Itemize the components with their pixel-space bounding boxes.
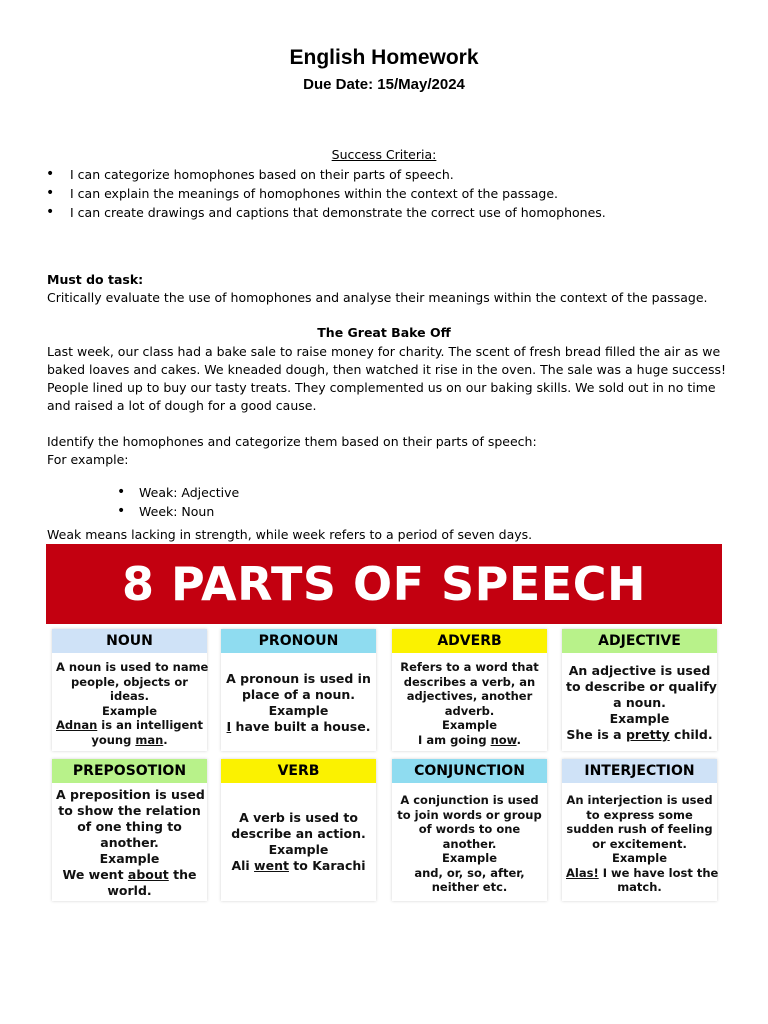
infographic-banner-title: 8 PARTS OF SPEECH — [122, 557, 646, 611]
preposition-card-line: Example — [99, 851, 160, 866]
adjective-card-line: a noun. — [613, 695, 666, 710]
preposition-card-line: A preposition is used — [56, 787, 205, 802]
adverb-card-line — [396, 733, 543, 748]
preposition-example-word: about — [127, 867, 169, 882]
verb-card-text: to Karachi — [288, 858, 366, 873]
task-text: Critically evaluate the use of homophones and analyse their meanings within the context of the passage. — [47, 290, 708, 305]
example-item: • Weak: Adjective — [117, 483, 239, 502]
adverb-card-text: I am going — [418, 732, 491, 747]
conjunction-card-line: another. — [442, 836, 497, 851]
pronoun-card-body — [221, 653, 376, 735]
noun-card-line: Example — [102, 703, 157, 718]
adjective-card-body — [562, 653, 717, 743]
passage-text — [47, 343, 726, 415]
conjunction-card-line: Example — [442, 851, 497, 865]
success-criteria-heading — [0, 147, 768, 162]
parts-of-speech-infographic — [46, 544, 722, 904]
interjection-card-line: to express some — [586, 807, 693, 822]
example-list — [117, 483, 239, 521]
preposition-card-line: another. — [100, 835, 159, 850]
adverb-card — [392, 629, 547, 751]
preposition-card-body — [52, 783, 207, 899]
adverb-card-line: Example — [442, 718, 497, 732]
adjective-card-line: Example — [609, 711, 670, 726]
passage-line: Last week, our class had a bake sale to raise money for charity. The scent of fresh bread filled the air as we — [47, 344, 721, 359]
interjection-card-line — [566, 865, 719, 881]
identify-text: Identify the homophones and categorize them based on their parts of speech: — [47, 434, 537, 449]
noun-card-line — [56, 733, 203, 748]
noun-card-text: young — [91, 732, 136, 747]
noun-card-line — [56, 718, 203, 733]
pronoun-example-word: I — [226, 719, 232, 734]
explanation-text: Weak means lacking in strength, while week refers to a period of seven days. — [47, 527, 533, 542]
task-heading: Must do task: — [47, 272, 144, 287]
conjunction-card-line: to join words or group — [397, 807, 542, 822]
adverb-card-line: describes a verb, an — [403, 674, 536, 689]
verb-card-line: describe an action. — [231, 826, 366, 841]
success-criteria-list — [46, 165, 606, 222]
verb-example-word: went — [254, 858, 289, 873]
adjective-card-line: An adjective is used — [568, 663, 711, 678]
adjective-card-title: ADJECTIVE — [562, 629, 717, 653]
interjection-card-title: INTERJECTION — [562, 759, 717, 783]
noun-example-word: man — [135, 732, 164, 747]
instructions — [47, 433, 537, 469]
adjective-card — [562, 629, 717, 751]
preposition-card-line: of one thing to — [77, 819, 182, 834]
noun-card-text: is an intelligent — [97, 718, 203, 732]
page-title: English Homework — [289, 46, 479, 69]
pronoun-card-title: PRONOUN — [221, 629, 376, 653]
preposition-card-line — [56, 867, 203, 883]
adverb-card-line: Refers to a word that — [400, 660, 539, 674]
interjection-card — [562, 759, 717, 901]
interjection-card-body — [562, 783, 717, 895]
interjection-card-line: An interjection is used — [566, 793, 713, 807]
adverb-card-line: adverb. — [444, 703, 495, 718]
adjective-card-line: to describe or qualify — [566, 679, 717, 694]
preposition-card-title: PREPOSOTION — [52, 759, 207, 783]
pronoun-card-text: have built a house. — [231, 719, 371, 734]
preposition-card-text: the — [168, 867, 197, 882]
interjection-example-word: Alas! — [566, 865, 599, 880]
interjection-card-line: match. — [617, 880, 662, 894]
passage-line: People lined up to buy our tasty treats. They complemented us on our baking skills. We sold out in no time — [47, 380, 716, 395]
verb-card-line: A verb is used to — [239, 810, 358, 825]
verb-card-text: Ali — [231, 858, 255, 873]
success-criteria-item: • I can explain the meanings of homophones within the context of the passage. — [46, 184, 606, 203]
adverb-card-line: adjectives, another — [406, 689, 533, 703]
adjective-card-line — [566, 727, 713, 743]
pronoun-card-line: Example — [268, 703, 329, 718]
adverb-card-title: ADVERB — [392, 629, 547, 653]
verb-card-line — [225, 858, 372, 874]
adjective-card-text: child. — [669, 727, 713, 742]
noun-example-word: Adnan — [56, 718, 98, 732]
success-criteria-item: • I can categorize homophones based on their parts of speech. — [46, 165, 606, 184]
pronoun-card-line — [225, 719, 372, 735]
conjunction-card-title: CONJUNCTION — [392, 759, 547, 783]
adverb-card-body — [392, 653, 547, 747]
preposition-card-line: world. — [107, 883, 152, 898]
adverb-example-word: now — [490, 732, 517, 747]
verb-card-title: VERB — [221, 759, 376, 783]
adverb-card-text: . — [516, 732, 521, 747]
passage-line: and raised a lot of dough for a good cause. — [47, 398, 317, 413]
noun-card-text: . — [163, 732, 168, 747]
for-example-text: For example: — [47, 452, 129, 467]
conjunction-card — [392, 759, 547, 901]
pronoun-card — [221, 629, 376, 751]
conjunction-card-line: of words to one — [418, 822, 521, 836]
infographic-banner — [46, 544, 722, 624]
conjunction-card-line: and, or, so, after, — [414, 865, 525, 880]
noun-card-line: ideas. — [110, 689, 149, 703]
interjection-card-line: or excitement. — [592, 836, 687, 851]
preposition-card — [52, 759, 207, 901]
preposition-card-line: to show the relation — [58, 803, 201, 818]
conjunction-card-body — [392, 783, 547, 895]
interjection-card-text: I we have lost the — [598, 865, 719, 880]
passage-line: baked loaves and cakes. We kneaded dough, then watched it rise in the oven. The sale was a huge success! — [47, 362, 727, 377]
pronoun-card-line: A pronoun is used in — [226, 671, 371, 686]
example-item: • Week: Noun — [117, 502, 239, 521]
success-criteria-heading-text: Success Criteria: — [331, 147, 437, 162]
noun-card-body — [52, 653, 207, 747]
noun-card — [52, 629, 207, 751]
due-date: Due Date: 15/May/2024 — [303, 76, 465, 93]
adjective-card-text: She is a — [566, 727, 626, 742]
verb-card — [221, 759, 376, 901]
interjection-card-line: Example — [612, 851, 667, 865]
passage-title: The Great Bake Off — [317, 325, 451, 340]
preposition-card-text: We went — [62, 867, 128, 882]
pronoun-card-line: place of a noun. — [241, 687, 356, 702]
success-criteria-item: • I can create drawings and captions that demonstrate the correct use of homophones. — [46, 203, 606, 222]
verb-card-body — [221, 783, 376, 874]
conjunction-card-line: neither etc. — [431, 880, 508, 894]
adjective-example-word: pretty — [625, 727, 670, 742]
interjection-card-line: sudden rush of feeling — [566, 822, 713, 836]
noun-card-line: A noun is used to name — [56, 660, 209, 674]
verb-card-line: Example — [268, 842, 329, 857]
noun-card-line: people, objects or — [71, 674, 188, 689]
noun-card-title: NOUN — [52, 629, 207, 653]
conjunction-card-line: A conjunction is used — [400, 793, 539, 807]
